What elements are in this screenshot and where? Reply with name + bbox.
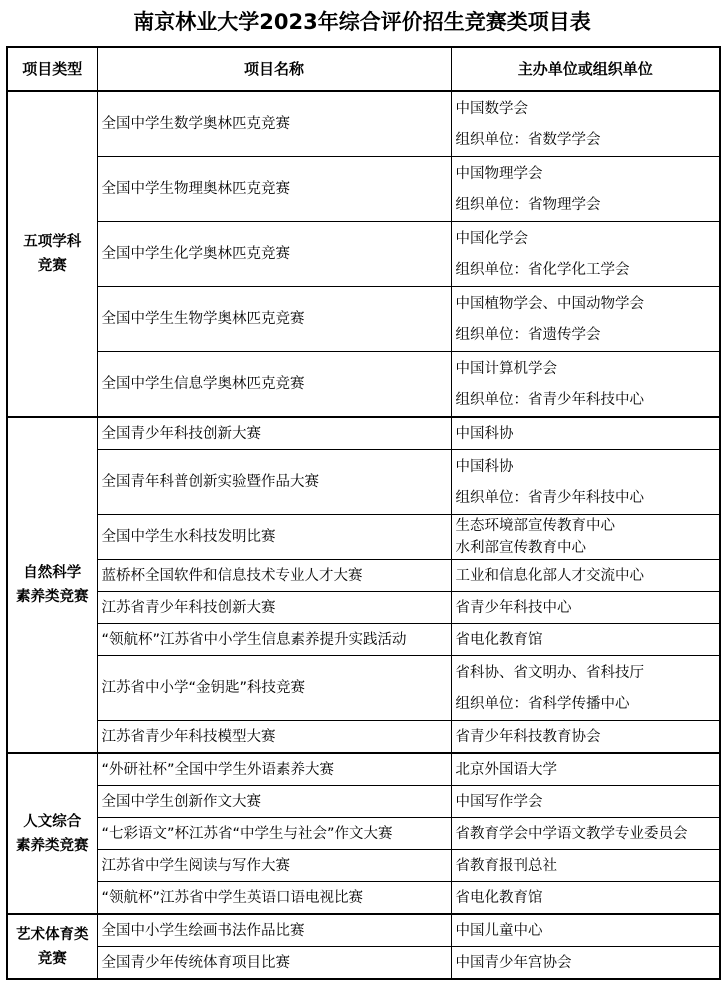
table-row <box>7 287 720 352</box>
organizer-cell <box>451 287 720 352</box>
table-row <box>7 721 720 754</box>
organizer-line: 中国写作学会 <box>455 793 543 810</box>
project-name: 全国中学生生物学奥林匹克竞赛 <box>97 287 451 352</box>
organizer-line: 北京外国语大学 <box>455 761 557 778</box>
project-name: 蓝桥杯全国软件和信息技术专业人才大赛 <box>97 560 451 592</box>
project-name: 全国青少年科技创新大赛 <box>97 417 451 450</box>
header-row <box>7 47 720 91</box>
table-row <box>7 818 720 850</box>
project-name: 全国中学生物理奥林匹克竞赛 <box>97 157 451 222</box>
table-row <box>7 850 720 882</box>
organizer-cell <box>451 656 720 721</box>
organizer-line: 中国数学会 <box>455 100 528 117</box>
organizer-line: 中国儿童中心 <box>455 922 543 939</box>
category-label: 竞赛 <box>37 950 67 967</box>
organizer-line: 中国计算机学会 <box>455 360 557 377</box>
organizer-cell <box>451 417 720 450</box>
organizer-line: 中国物理学会 <box>455 165 543 182</box>
project-name: 全国中学生化学奥林匹克竞赛 <box>97 222 451 287</box>
organizer-line: 中国科协 <box>455 425 514 442</box>
organizer-cell <box>451 818 720 850</box>
project-name: “领航杯”江苏省中小学生信息素养提升实践活动 <box>97 624 451 656</box>
organizer-line: 工业和信息化部人才交流中心 <box>455 567 644 584</box>
project-name: 全国青少年传统体育项目比赛 <box>97 947 451 980</box>
organizer-line: 中国植物学会、中国动物学会 <box>455 295 644 312</box>
category-label: 五项学科 <box>23 234 82 250</box>
organizer-line: 中国化学会 <box>455 230 528 247</box>
organizer-line: 组织单位：省青少年科技中心 <box>455 489 644 506</box>
organizer-line: 省电化教育馆 <box>455 631 543 648</box>
project-name: 全国中学生数学奥林匹克竞赛 <box>97 91 451 157</box>
project-name: “七彩语文”杯江苏省“中学生与社会”作文大赛 <box>97 818 451 850</box>
project-name: 江苏省中学生阅读与写作大赛 <box>97 850 451 882</box>
organizer-line: 中国科协 <box>455 458 514 475</box>
project-name: 江苏省青少年科技创新大赛 <box>97 592 451 624</box>
table-row <box>7 157 720 222</box>
table-row <box>7 91 720 157</box>
organizer-cell <box>451 560 720 592</box>
organizer-cell <box>451 91 720 157</box>
table-row <box>7 624 720 656</box>
organizer-line: 省电化教育馆 <box>455 889 543 906</box>
organizer-cell <box>451 947 720 980</box>
organizer-cell <box>451 914 720 947</box>
project-name: “外研社杯”全国中学生外语素养大赛 <box>97 753 451 786</box>
organizer-line: 中国青少年宫协会 <box>455 954 572 971</box>
category-cell <box>7 417 97 753</box>
header-org: 主办单位或组织单位 <box>451 47 720 91</box>
document-title: 南京林业大学2023年综合评价招生竞赛类项目表 <box>133 10 591 34</box>
table-row <box>7 560 720 592</box>
organizer-line: 省科协、省文明办、省科技厅 <box>455 664 644 681</box>
table-row <box>7 450 720 515</box>
organizer-line: 组织单位：省科学传播中心 <box>455 695 630 712</box>
table-row <box>7 592 720 624</box>
category-cell <box>7 91 97 417</box>
table-row <box>7 882 720 915</box>
header-type: 项目类型 <box>7 47 97 91</box>
category-label: 素养类竞赛 <box>16 837 89 854</box>
organizer-line: 水利部宣传教育中心 <box>455 540 586 556</box>
project-name: 全国中学生水科技发明比赛 <box>97 515 451 560</box>
table-row <box>7 222 720 287</box>
project-name: 全国中学生信息学奥林匹克竞赛 <box>97 352 451 418</box>
project-name: 全国青年科普创新实验暨作品大赛 <box>97 450 451 515</box>
table-row <box>7 352 720 418</box>
table-row <box>7 753 720 786</box>
header-name: 项目名称 <box>97 47 451 91</box>
category-cell <box>7 914 97 979</box>
organizer-cell <box>451 882 720 915</box>
organizer-line: 组织单位：省数学学会 <box>455 131 601 148</box>
category-label: 艺术体育类 <box>16 926 89 943</box>
organizer-cell <box>451 157 720 222</box>
table-row <box>7 947 720 980</box>
project-name: 全国中学生创新作文大赛 <box>97 786 451 818</box>
organizer-cell <box>451 786 720 818</box>
organizer-line: 组织单位：省遗传学会 <box>455 326 601 343</box>
organizer-cell <box>451 850 720 882</box>
category-label: 竞赛 <box>37 258 67 274</box>
organizer-line: 省教育报刊总社 <box>455 857 557 874</box>
organizer-cell <box>451 721 720 754</box>
organizer-cell <box>451 753 720 786</box>
organizer-cell <box>451 450 720 515</box>
organizer-line: 组织单位：省化学化工学会 <box>455 261 630 278</box>
organizer-line: 省教育学会中学语文教学专业委员会 <box>455 825 688 842</box>
table-row <box>7 914 720 947</box>
organizer-line: 组织单位：省物理学会 <box>455 196 601 213</box>
table-row <box>7 656 720 721</box>
table-row <box>7 417 720 450</box>
organizer-cell <box>451 515 720 560</box>
category-label: 自然科学 <box>23 565 82 581</box>
category-label: 素养类竞赛 <box>16 589 89 605</box>
table-row <box>7 786 720 818</box>
organizer-cell <box>451 352 720 418</box>
organizer-line: 省青少年科技教育协会 <box>455 728 601 745</box>
table-body <box>7 91 720 979</box>
category-cell <box>7 753 97 914</box>
organizer-cell <box>451 624 720 656</box>
organizer-line: 省青少年科技中心 <box>455 599 572 616</box>
competition-table <box>6 46 721 980</box>
category-label: 人文综合 <box>23 813 82 830</box>
organizer-line: 组织单位：省青少年科技中心 <box>455 391 644 408</box>
project-name: 全国中小学生绘画书法作品比赛 <box>97 914 451 947</box>
project-name: 江苏省青少年科技模型大赛 <box>97 721 451 754</box>
organizer-cell <box>451 222 720 287</box>
table-row <box>7 515 720 560</box>
project-name: 江苏省中小学“金钥匙”科技竞赛 <box>97 656 451 721</box>
organizer-cell <box>451 592 720 624</box>
project-name: “领航杯”江苏省中学生英语口语电视比赛 <box>97 882 451 915</box>
organizer-line: 生态环境部宣传教育中心 <box>455 518 615 534</box>
